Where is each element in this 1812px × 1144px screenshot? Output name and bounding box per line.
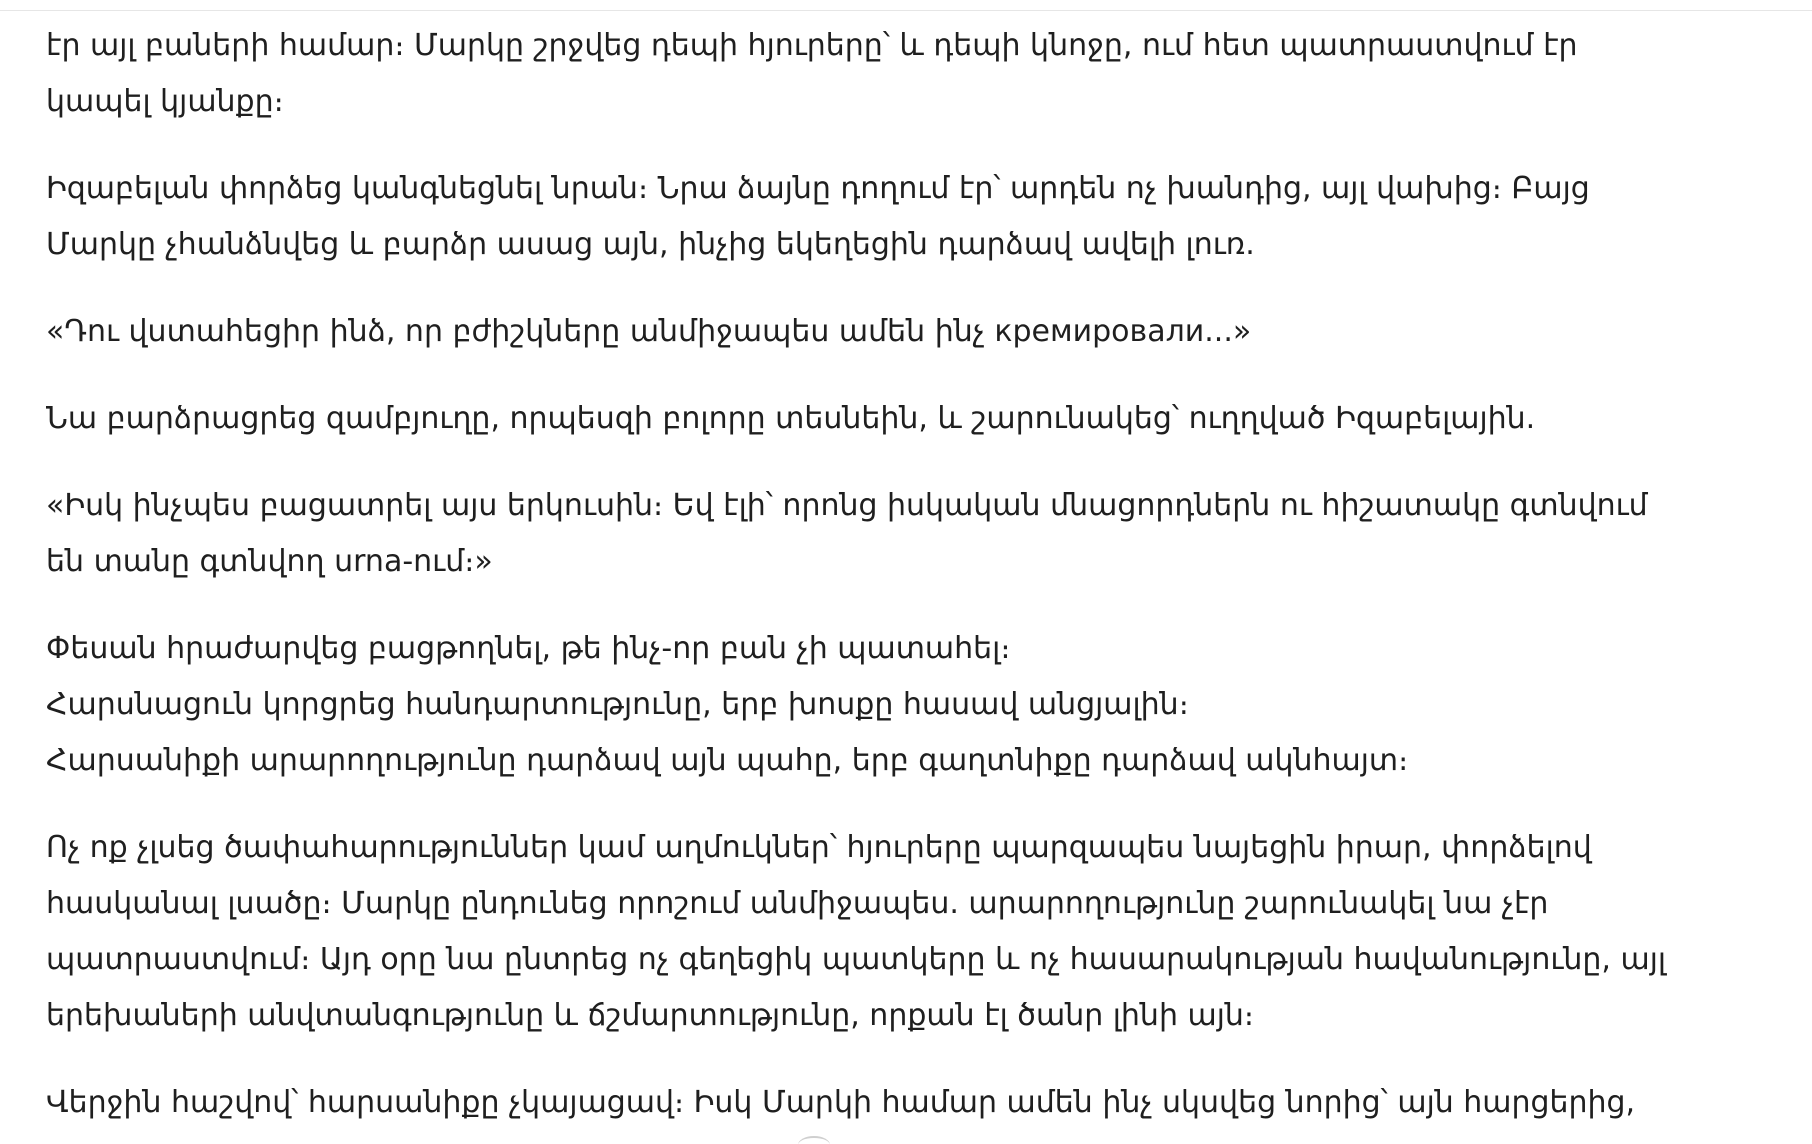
top-divider [0, 10, 1812, 11]
text-line: են տանը գտնվող urna-ում։» [46, 544, 493, 579]
text-line: Մարկը չհանձնվեց և բարձր ասաց այն, ինչից եկեղեցին դարձավ ավելի լուռ. [46, 227, 1255, 262]
text-line: Փեսան հրաժարվեց բացթողնել, թե ինչ-որ բան չի պատահել։ [46, 631, 1011, 666]
text-line: «Դու վստահեցիր ինձ, որ բժիշկները անմիջապես ամեն ինչ кремировали...» [46, 314, 1252, 349]
paragraph [46, 18, 1606, 130]
text-line: Նա բարձրացրեց զամբյուղը, որպեսզի բոլորը տեսնեին, և շարունակեց՝ ուղղված Իզաբելային. [46, 401, 1536, 436]
paragraph [46, 1075, 1636, 1131]
text-line: էր այլ բաների համար։ Մարկը շրջվեց դեպի հյուրերը՝ և դեպի կնոջը, ում հետ պատրաստվում էր [46, 28, 1578, 63]
paragraph [46, 820, 1666, 1044]
text-line: «Իսկ ինչպես բացատրել այս երկուսին։ Եվ էլի՝ որոնց իսկական մնացորդներն ու հիշատակը գտնվում [46, 488, 1648, 523]
text-line: Հարսնացուն կորցրեց հանդարտությունը, երբ խոսքը հասավ անցյալին։ [46, 687, 1189, 722]
text-line: պատրաստվում։ Այդ օրը նա ընտրեց ոչ գեղեցիկ պատկերը և ոչ հասարակության հավանությունը, այլ [46, 942, 1666, 977]
paragraph [46, 621, 1606, 789]
paragraph [46, 391, 1606, 447]
paragraph [46, 478, 1648, 590]
text-line: Իզաբելան փորձեց կանգնեցնել նրան։ Նրա ձայնը դողում էր՝ արդեն ոչ խանդից, այլ վախից։ Բայց [46, 171, 1590, 206]
text-line: Ոչ ոք չլսեց ծափահարություններ կամ աղմուկներ՝ հյուրերը պարզապես նայեցին իրար, փորձելով [46, 830, 1592, 865]
document-text [46, 18, 1666, 1144]
text-line: հասկանալ լսածը։ Մարկը ընդունեց որոշում անմիջապես. արարողությունը շարունակել նա չէր [46, 886, 1549, 921]
paragraph [46, 161, 1606, 273]
text-line: երեխաների անվտանգությունը և ճշմարտությունը, որքան էլ ծանր լինի այն։ [46, 998, 1254, 1033]
paragraph [46, 304, 1606, 360]
text-line: Հարսանիքի արարողությունը դարձավ այն պահը, երբ գաղտնիքը դարձավ ակնհայտ։ [46, 743, 1409, 778]
text-line: կապել կյանքը։ [46, 84, 284, 119]
text-line: Վերջին հաշվով՝ հարսանիքը չկայացավ։ Իսկ Մարկի համար ամեն ինչ սկսվեց նորից՝ այն հարցերից, [46, 1085, 1636, 1120]
